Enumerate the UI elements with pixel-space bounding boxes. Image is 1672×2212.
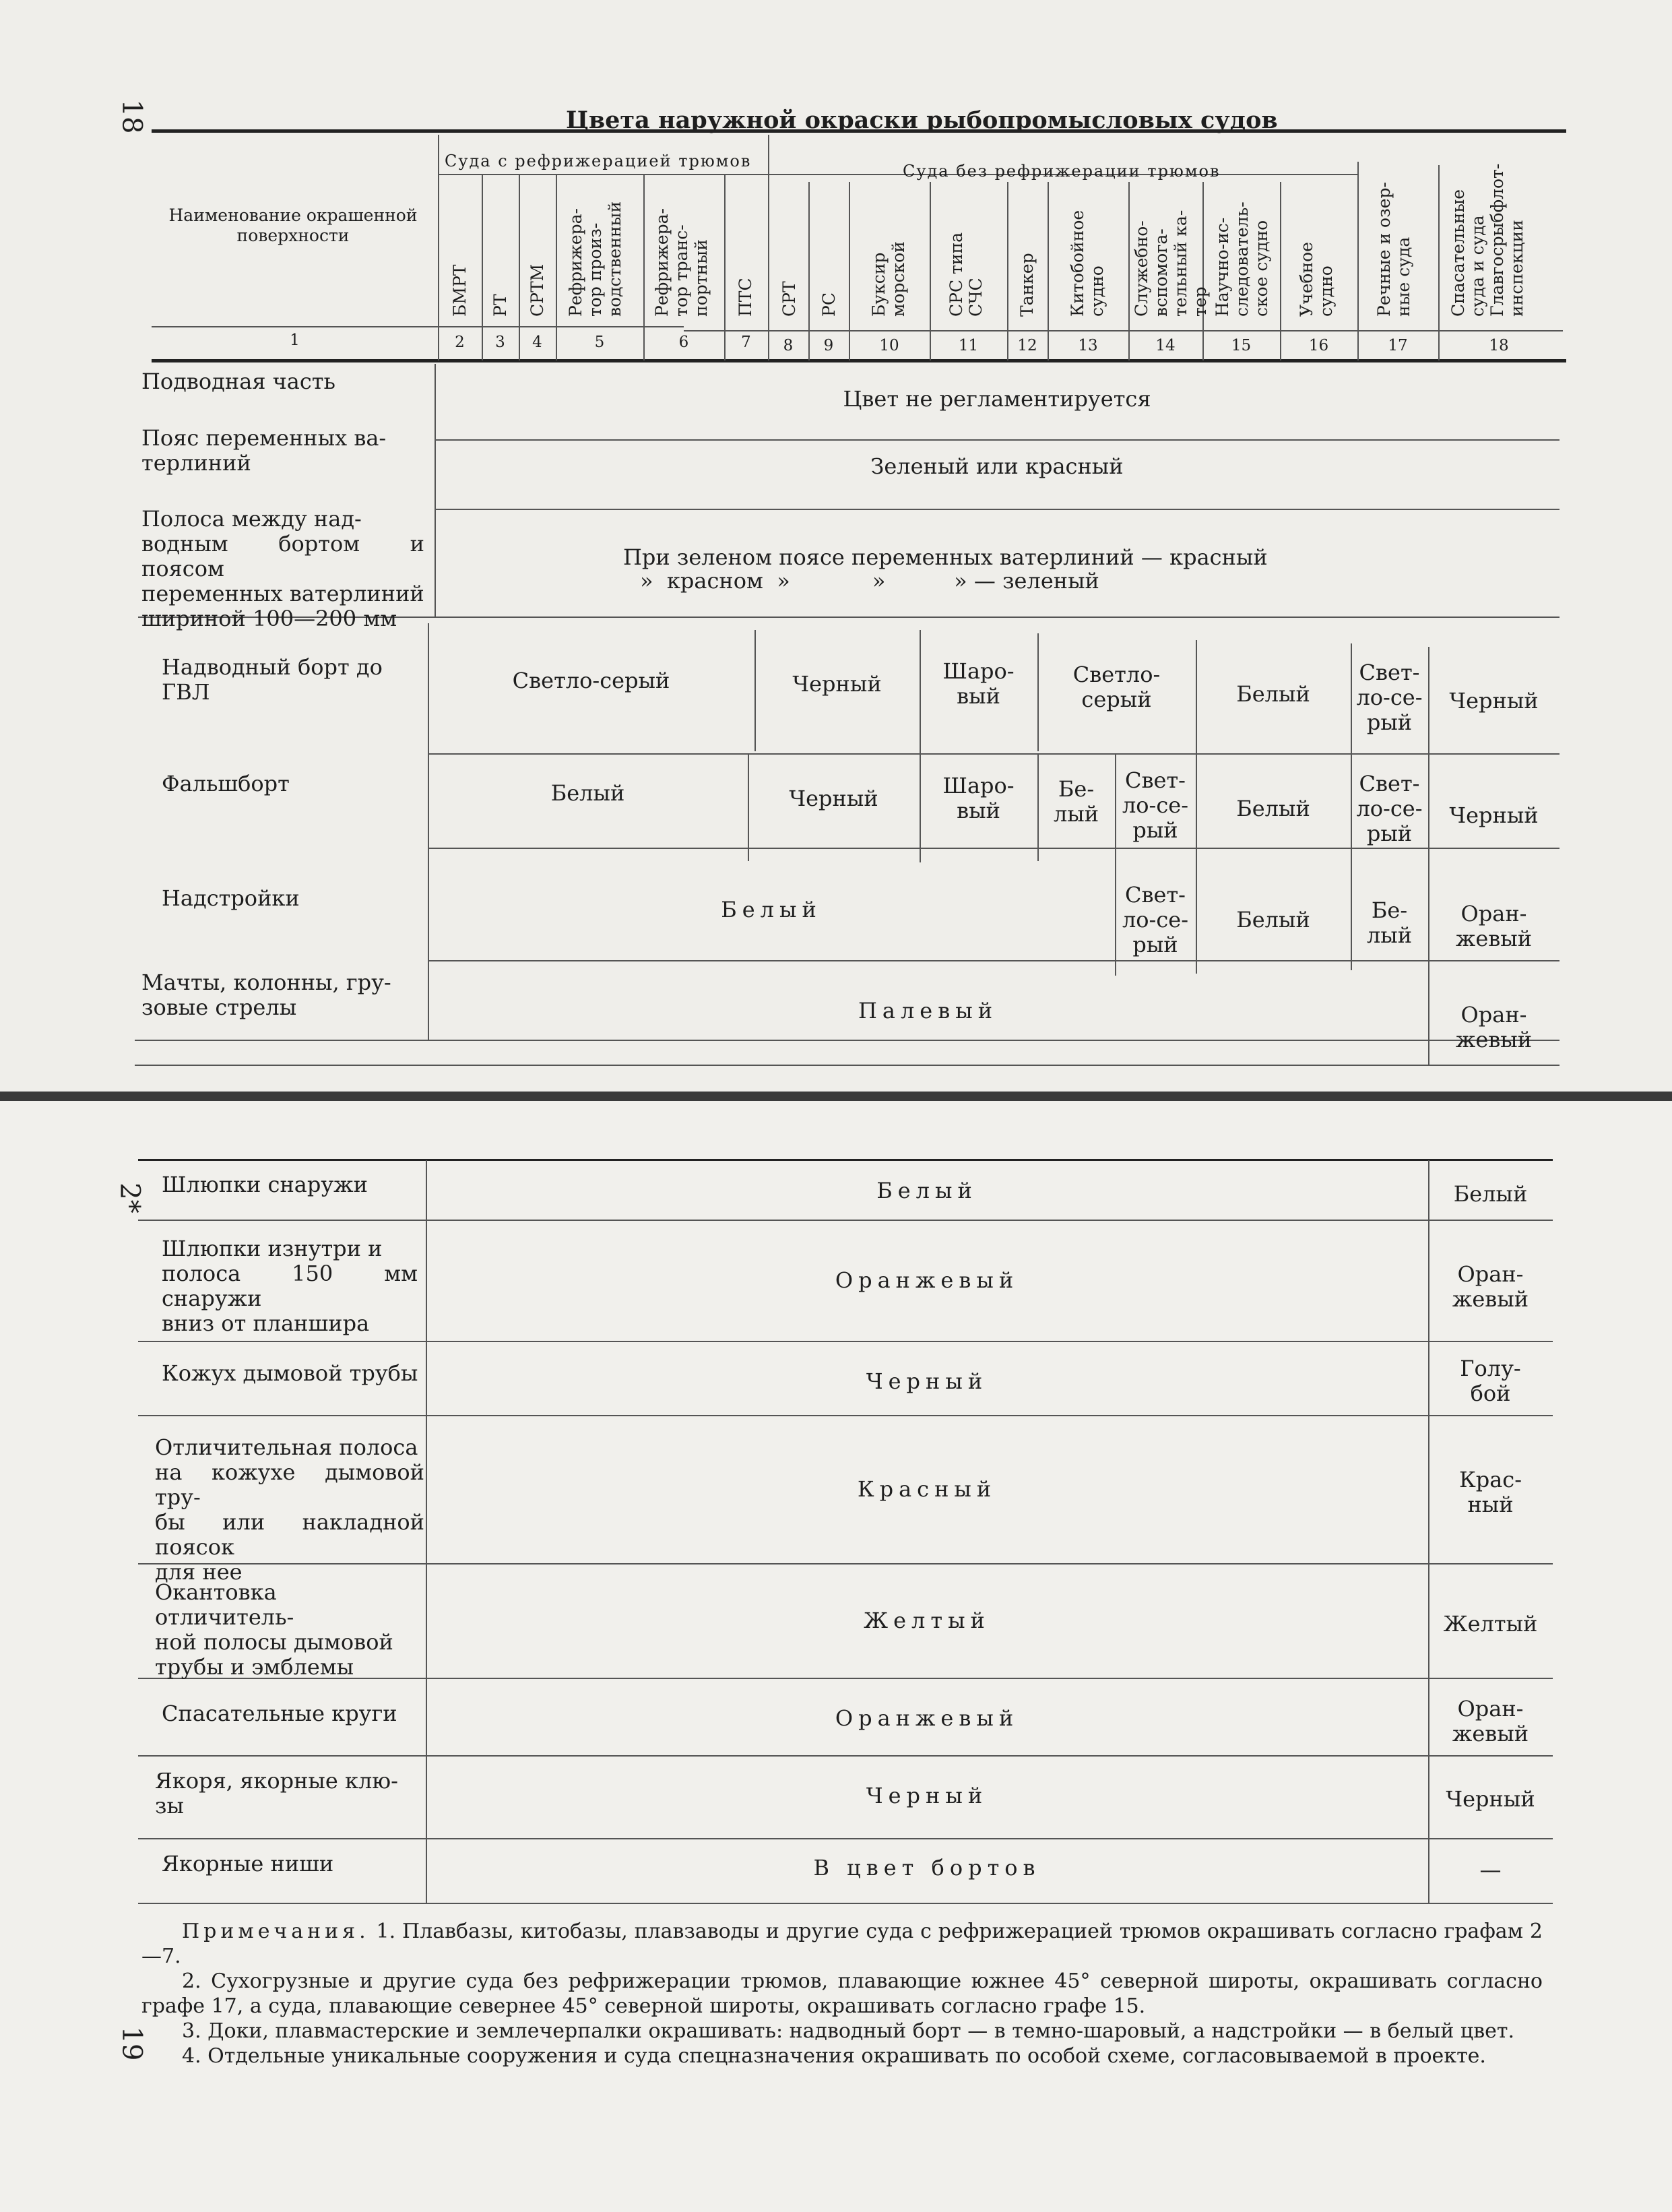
header-top-rule: [152, 129, 1566, 133]
col-number-5: 5: [594, 334, 605, 351]
col-header-6: Рефрижера- тор транс- портный: [652, 208, 711, 317]
bulwark-c4: Бе- лый: [1053, 776, 1099, 827]
superstructure-c1: Белый: [721, 896, 822, 922]
topside-c3: Шаро- вый: [942, 658, 1015, 709]
row-value-stripe-line2: » красном » » » — зеленый: [640, 568, 1099, 594]
row-label-distinctive-stripe: Отличительная полоса на кожухе дымовой тру- бы или накладной поясок для нее: [155, 1434, 424, 1585]
row-label-boats-outside: Шлюпки снаружи: [162, 1172, 368, 1197]
row-label-edging: Окантовка отличитель- ной полосы дымовой трубы и эмблемы: [155, 1579, 393, 1680]
row-label-superstructure: Надстройки: [162, 885, 300, 911]
page-title: Цвета наружной окраски рыбопромысловых судов: [566, 106, 1278, 134]
anchors-c1: Черный: [866, 1782, 988, 1808]
col-header-12: Танкер: [1017, 253, 1037, 317]
col-number-1: 1: [290, 331, 300, 349]
masts-c1: Палевый: [858, 997, 998, 1023]
vline-1: [438, 135, 439, 360]
topside-c5: Белый: [1236, 681, 1310, 707]
row-label-boats-inside: Шлюпки изнутри и полоса 150 мм снаружи вниз от планшира: [162, 1236, 418, 1336]
edging-c1: Желтый: [864, 1607, 990, 1633]
note-4: 4. Отдельные уникальные сооружения и суда спецназначения окрашивать по особой схеме, согласовываемой в проекте.: [182, 2044, 1486, 2068]
anchor-recesses-c2: —: [1479, 1856, 1502, 1883]
row-value-underwater: Цвет не регламентируется: [843, 386, 1151, 412]
col-header-5: Рефрижера- тор произ- водственный: [566, 201, 624, 317]
topside-c2: Черный: [792, 670, 882, 697]
col-number-6: 6: [678, 334, 689, 351]
row-label-waterline-belt: Пояс переменных ва- терлиний: [141, 425, 387, 476]
row-value-stripe-line1: При зеленом поясе переменных ватерлиний — красный: [623, 544, 1268, 570]
page-number-bottom: 19: [116, 2026, 148, 2061]
col-header-18: Спасательные суда и суда Главгосрыбфлот- инспекции: [1448, 163, 1526, 317]
col-number-7: 7: [741, 334, 751, 351]
col-number-13: 13: [1078, 337, 1098, 354]
row-label-lifebuoys: Спасательные круги: [162, 1701, 397, 1726]
row-value-waterline-belt: Зеленый или красный: [870, 453, 1124, 479]
row-label-anchors: Якоря, якорные клю- зы: [155, 1768, 398, 1819]
anchors-c2: Черный: [1446, 1786, 1535, 1812]
anchor-recesses-c1: В цвет бортов: [813, 1854, 1041, 1881]
funnel-casing-c1: Черный: [866, 1368, 988, 1394]
bulwark-c8: Черный: [1449, 802, 1539, 828]
notes: [141, 1919, 1543, 2068]
numbers-rule-left: [152, 326, 684, 327]
col-number-8: 8: [783, 337, 794, 354]
row-label-bulwark: Фальшборт: [162, 771, 290, 796]
distinctive-stripe-c1: Красный: [857, 1476, 997, 1502]
col-header-7: ПТС: [736, 278, 755, 317]
edging-c2: Желтый: [1443, 1610, 1538, 1637]
page-number-top: 18: [116, 99, 148, 134]
bulwark-c6: Белый: [1236, 795, 1310, 821]
col-header-4: СРТМ: [527, 263, 547, 317]
notes-heading: Примечания.: [182, 1920, 370, 1943]
col-header-17: Речные и озер- ные суда: [1374, 182, 1413, 317]
superstructure-c5: Оран- жевый: [1455, 901, 1533, 951]
col-header-11: СРС типа СЧС: [946, 232, 986, 317]
header-group-non-refrigerated: Суда без рефрижерации трюмов: [903, 162, 1221, 181]
bulwark-c1: Белый: [550, 780, 625, 806]
col-header-8: СРТ: [779, 281, 799, 317]
col-number-15: 15: [1231, 337, 1252, 354]
lifebuoys-c2: Оран- жевый: [1452, 1696, 1529, 1746]
lifebuoys-c1: Оранжевый: [835, 1705, 1019, 1731]
boats-inside-c1: Оранжевый: [835, 1267, 1019, 1293]
col-number-18: 18: [1489, 337, 1509, 354]
col-number-11: 11: [958, 337, 979, 354]
topside-c6: Свет- ло-се- рый: [1356, 659, 1423, 735]
masts-c2: Оран- жевый: [1455, 1002, 1533, 1052]
col-header-14: Служебно- вспомога- тельный ка- тер: [1132, 210, 1210, 317]
header-group-refrigerated: Суда с рефрижерацией трюмов: [445, 152, 752, 170]
funnel-casing-c2: Голу- бой: [1460, 1356, 1521, 1406]
col-header-15: Научно-ис- следователь- ское судно: [1213, 201, 1271, 317]
col-number-2: 2: [455, 334, 465, 351]
boats-inside-c2: Оран- жевый: [1452, 1261, 1529, 1312]
page-fold: [0, 1092, 1672, 1101]
page-mark: 2*: [114, 1182, 146, 1213]
row-label-topside: Надводный борт до ГВЛ: [162, 654, 383, 705]
header-bottom-rule: [152, 359, 1566, 362]
boats-outside-c1: Белый: [876, 1178, 977, 1203]
lower-top-rule: [138, 1159, 1553, 1161]
col-header-16: Учебное судно: [1297, 242, 1336, 317]
col-number-10: 10: [879, 337, 899, 354]
note-3: 3. Доки, плавмастерские и землечерпалки окрашивать: надводный борт — в темно-шаровый, а надстройки — в белый цвет.: [182, 2019, 1514, 2043]
superstructure-c4: Бе- лый: [1366, 897, 1413, 948]
row-label-masts: Мачты, колонны, гру- зовые стрелы: [141, 970, 391, 1020]
row-label-stripe: Полоса между над- водным бортом и поясом переменных ватерлиний шириной 100—200 мм: [141, 506, 424, 631]
col-number-17: 17: [1388, 337, 1408, 354]
row-label-anchor-recesses: Якорные ниши: [162, 1851, 334, 1876]
bulwark-c2: Черный: [789, 785, 878, 811]
col-number-9: 9: [823, 337, 834, 354]
col-number-16: 16: [1308, 337, 1329, 354]
numbers-rule-right: [684, 330, 1563, 331]
col-number-3: 3: [495, 334, 505, 351]
bulwark-c5: Свет- ло-се- рый: [1122, 767, 1189, 843]
note-2: 2. Сухогрузные и другие суда без рефрижерации трюмов, плавающие южнее 45° северной широты, окрашивать согласно графе 17, а суда, плавающие севернее 45° северной широты, окрашивать согласно графе 15.: [141, 1969, 1543, 2018]
col-number-4: 4: [532, 334, 542, 351]
col-number-12: 12: [1017, 337, 1037, 354]
bulwark-c3: Шаро- вый: [942, 773, 1015, 823]
col-number-14: 14: [1155, 337, 1176, 354]
bulwark-c7: Свет- ло-се- рый: [1356, 770, 1423, 846]
topside-c4: Светло- серый: [1072, 662, 1161, 712]
row-label-underwater: Подводная часть: [141, 369, 335, 394]
row-label-funnel-casing: Кожух дымовой трубы: [162, 1360, 418, 1386]
col-header-10: Буксир морской: [869, 241, 908, 317]
topside-c7: Черный: [1449, 687, 1539, 714]
topside-c1: Светло-серый: [512, 667, 670, 693]
col-header-13: Китобойное судно: [1068, 210, 1107, 317]
distinctive-stripe-c2: Крас- ный: [1458, 1467, 1522, 1517]
header-name-column: Наименование окрашенной поверхности: [168, 206, 418, 245]
boats-outside-c2: Белый: [1453, 1181, 1528, 1207]
group-divider: [768, 135, 769, 360]
superstructure-c2: Свет- ло-се- рый: [1122, 881, 1189, 957]
col-header-2: БМРТ: [450, 264, 470, 317]
superstructure-c3: Белый: [1236, 906, 1310, 933]
col-header-9: РС: [819, 292, 839, 317]
col-header-3: РТ: [490, 294, 510, 317]
note-1: 1. Плавбазы, китобазы, плавзаводы и другие суда с рефрижерацией трюмов окрашивать согласно графам 2—7.: [141, 1920, 1543, 1968]
